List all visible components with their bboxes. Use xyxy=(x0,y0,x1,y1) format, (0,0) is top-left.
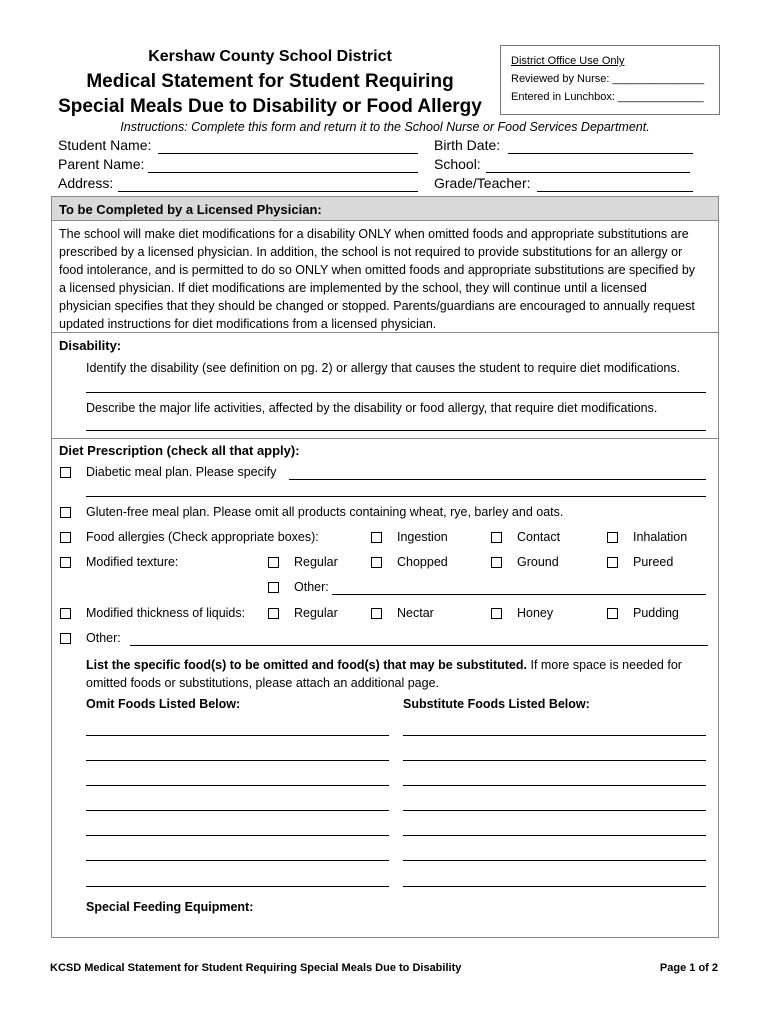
list-instructions-bold: List the specific food(s) to be omitted and food(s) that may be substituted. xyxy=(86,658,527,672)
form-title-line2: Special Meals Due to Disability or Food Allergy xyxy=(58,96,482,117)
substitute-food-line[interactable] xyxy=(403,860,706,861)
diet-heading: Diet Prescription (check all that apply): xyxy=(59,443,300,458)
ingestion-checkbox[interactable] xyxy=(371,532,382,543)
disability-heading: Disability: xyxy=(59,338,122,353)
pureed-label: Pureed xyxy=(633,555,674,569)
form-title-line1: Medical Statement for Student Requiring xyxy=(86,71,454,92)
divider xyxy=(52,438,718,439)
modified-texture-label: Modified texture: xyxy=(86,555,179,569)
food-allergies-label: Food allergies (Check appropriate boxes): xyxy=(86,530,319,544)
entered-in-lunchbox[interactable]: Entered in Lunchbox: ______________ xyxy=(511,91,704,103)
substitute-food-line[interactable] xyxy=(403,835,706,836)
nectar-label: Nectar xyxy=(397,606,434,620)
list-instructions-rest: If more space is needed for xyxy=(527,658,682,672)
physician-line: prescribed by a licensed physician. In addition, the school is not required to provide substitutions for an allergy or xyxy=(59,245,683,259)
disability-describe-field[interactable] xyxy=(86,430,706,431)
physician-line: updated instructions for diet modifications from a licensed physician. xyxy=(59,317,437,331)
district-office-box xyxy=(500,45,720,115)
birth-date-label: Birth Date: xyxy=(434,137,501,153)
omit-food-line[interactable] xyxy=(86,735,389,736)
student-name-field[interactable] xyxy=(158,153,418,154)
diabetic-checkbox[interactable] xyxy=(60,467,71,478)
pudding-checkbox[interactable] xyxy=(607,608,618,619)
texture-regular-checkbox[interactable] xyxy=(268,557,279,568)
physician-line: physician specifies that they should be changed or stopped. Parents/guardians are encouraged to annually request xyxy=(59,299,695,313)
modified-thickness-checkbox[interactable] xyxy=(60,608,71,619)
contact-label: Contact xyxy=(517,530,561,544)
diabetic-extra-field[interactable] xyxy=(86,496,706,497)
disability-identify: Identify the disability (see definition on pg. 2) or allergy that causes the student to require diet modifications. xyxy=(86,361,681,375)
texture-other-checkbox[interactable] xyxy=(268,582,279,593)
physician-line: food intolerance, and is permitted to do so ONLY when omitted foods and appropriate substitutions are specified by xyxy=(59,263,696,277)
substitute-foods-heading: Substitute Foods Listed Below: xyxy=(403,697,590,711)
birth-date-field[interactable] xyxy=(508,153,693,154)
honey-label: Honey xyxy=(517,606,554,620)
ground-checkbox[interactable] xyxy=(491,557,502,568)
physician-line: a licensed physician. If diet modifications are implemented by the school, they will continue until a licensed xyxy=(59,281,647,295)
omit-food-line[interactable] xyxy=(86,810,389,811)
substitute-food-line[interactable] xyxy=(403,886,706,887)
student-name-label: Student Name: xyxy=(58,137,152,153)
school-label: School: xyxy=(434,156,481,172)
list-instructions xyxy=(86,656,706,692)
physician-paragraph xyxy=(59,225,695,333)
texture-regular-label: Regular xyxy=(294,555,338,569)
substitute-food-line[interactable] xyxy=(403,810,706,811)
reviewed-by-nurse[interactable]: Reviewed by Nurse: _______________ xyxy=(511,73,705,85)
office-box-title: District Office Use Only xyxy=(511,55,625,67)
inhalation-label: Inhalation xyxy=(633,530,688,544)
instructions: Instructions: Complete this form and return it to the School Nurse or Food Services Department. xyxy=(120,120,650,134)
chopped-label: Chopped xyxy=(397,555,448,569)
diabetic-specify-field[interactable] xyxy=(289,479,706,480)
substitute-food-line[interactable] xyxy=(403,735,706,736)
grade-teacher-field[interactable] xyxy=(537,191,693,192)
other-checkbox[interactable] xyxy=(60,633,71,644)
physician-heading: To be Completed by a Licensed Physician: xyxy=(59,202,322,217)
omit-food-line[interactable] xyxy=(86,886,389,887)
nectar-checkbox[interactable] xyxy=(371,608,382,619)
district-name: Kershaw County School District xyxy=(148,48,392,65)
pudding-label: Pudding xyxy=(633,606,679,620)
contact-checkbox[interactable] xyxy=(491,532,502,543)
texture-other-label: Other: xyxy=(294,580,329,594)
disability-describe: Describe the major life activities, affected by the disability or food allergy, that require diet modifications. xyxy=(86,401,658,415)
diabetic-label: Diabetic meal plan. Please specify xyxy=(86,465,277,479)
modified-thickness-label: Modified thickness of liquids: xyxy=(86,606,246,620)
parent-name-label: Parent Name: xyxy=(58,156,145,172)
texture-other-field[interactable] xyxy=(332,594,706,595)
physician-section xyxy=(51,196,719,938)
omit-food-line[interactable] xyxy=(86,760,389,761)
food-allergies-checkbox[interactable] xyxy=(60,532,71,543)
modified-texture-checkbox[interactable] xyxy=(60,557,71,568)
divider xyxy=(52,332,718,333)
physician-line: The school will make diet modifications for a disability ONLY when omitted foods and appropriate substitutions are xyxy=(59,227,689,241)
chopped-checkbox[interactable] xyxy=(371,557,382,568)
pureed-checkbox[interactable] xyxy=(607,557,618,568)
school-field[interactable] xyxy=(486,172,690,173)
disability-identify-field[interactable] xyxy=(86,392,706,393)
gluten-checkbox[interactable] xyxy=(60,507,71,518)
substitute-food-line[interactable] xyxy=(403,760,706,761)
omit-food-line[interactable] xyxy=(86,785,389,786)
substitute-food-line[interactable] xyxy=(403,785,706,786)
ingestion-label: Ingestion xyxy=(397,530,448,544)
gluten-label: Gluten-free meal plan. Please omit all products containing wheat, rye, barley and oats. xyxy=(86,505,564,519)
honey-checkbox[interactable] xyxy=(491,608,502,619)
other-field[interactable] xyxy=(130,645,708,646)
page-number: Page 1 of 2 xyxy=(659,962,718,974)
address-label: Address: xyxy=(58,175,114,191)
ground-label: Ground xyxy=(517,555,559,569)
thickness-regular-checkbox[interactable] xyxy=(268,608,279,619)
other-label: Other: xyxy=(86,631,121,645)
list-instructions-line2: omitted foods or substitutions, please attach an additional page. xyxy=(86,676,440,690)
grade-teacher-label: Grade/Teacher: xyxy=(434,175,531,191)
parent-name-field[interactable] xyxy=(148,172,418,173)
thickness-regular-label: Regular xyxy=(294,606,338,620)
address-field[interactable] xyxy=(118,191,418,192)
omit-foods-heading: Omit Foods Listed Below: xyxy=(86,697,241,711)
omit-food-line[interactable] xyxy=(86,835,389,836)
special-feeding-equipment: Special Feeding Equipment: xyxy=(86,900,254,914)
inhalation-checkbox[interactable] xyxy=(607,532,618,543)
omit-food-line[interactable] xyxy=(86,860,389,861)
footer-title: KCSD Medical Statement for Student Requiring Special Meals Due to Disability xyxy=(50,962,462,974)
